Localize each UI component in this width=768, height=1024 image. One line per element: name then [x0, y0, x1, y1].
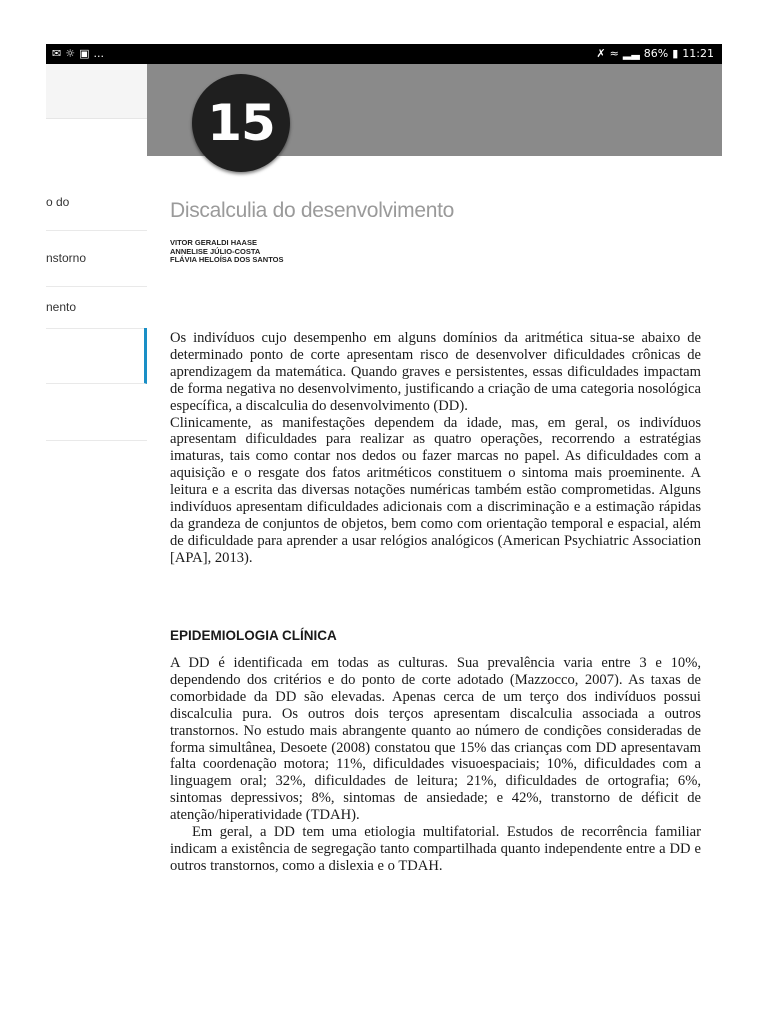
sidebar-item-label: nstorno	[46, 251, 87, 265]
more-notifications: ...	[93, 47, 104, 60]
author-name: FLÁVIA HELOÍSA DOS SANTOS	[170, 255, 284, 264]
chapter-title: Discalculia do desenvolvimento	[170, 199, 454, 222]
cast-icon: ☼	[65, 47, 76, 60]
chapter-number: 15	[207, 94, 275, 152]
battery-icon: ▮	[672, 47, 679, 60]
intro-text	[170, 330, 701, 567]
clock: 11:21	[682, 47, 714, 60]
section-heading: EPIDEMIOLOGIA CLÍNICA	[170, 628, 337, 643]
tablet-screen	[46, 44, 722, 894]
sidebar-item-label: nento	[46, 300, 77, 314]
status-bar-notifications	[52, 47, 104, 60]
paragraph: Os indivíduos cujo desempenho em alguns domínios da aritmética situa-se abaixo de determinado ponto de corte apresentam risco de desenvolver dificuldades crônicas de aprendizagem da matemática. Quando graves e persistentes, essas dificuldades impactam de forma negativa no desenvolvimento, justificando a criação de uma categoria nosológica específica, a discalculia do desenvolvimento (DD).	[170, 330, 701, 414]
status-bar	[46, 44, 722, 64]
sidebar-item-5[interactable]	[46, 384, 147, 441]
author-name: VITOR GERALDI HAASE	[170, 238, 257, 247]
sidebar-item-2[interactable]	[46, 230, 147, 287]
status-bar-system	[596, 47, 714, 60]
table-of-contents-sidebar	[46, 64, 147, 894]
sidebar-item-label: o do	[46, 195, 70, 209]
sidebar-item-1[interactable]	[46, 174, 147, 231]
mute-icon: ✗	[596, 47, 606, 60]
image-icon: ▣	[79, 47, 90, 60]
paragraph: Em geral, a DD tem uma etiologia multifatorial. Estudos de recorrência familiar indicam a existência de segregação tanto compartilhada quanto independente entre a DD e outros transtornos, como a dislexia e o TDAH.	[170, 824, 701, 874]
paragraph: Clinicamente, as manifestações dependem da idade, mas, em geral, os indivíduos apresentam dificuldades para realizar as quatro operações, recorrendo a estratégias imaturas, tais como contar nos dedos ou fazer marcas no papel. As dificuldades com a aquisição e o resgate dos fatos aritméticos constituem o sintoma mais proeminente. A leitura e a escrita das diversas notações numéricas também estão comprometidas. Alguns indivíduos apresentam dificuldades adicionais com a discriminação e a estimação rápidas da grandeza de conjuntos de objetos, bem como com orientação temporal e espacial, além de dificuldade para aprender a usar relógios analógicos (American Psychiatric Association [APA], 2013).	[170, 414, 701, 566]
signal-icon: ▂▃	[622, 47, 640, 60]
paragraph: A DD é identificada em todas as culturas. Sua prevalência varia entre 3 e 10%, dependendo dos critérios e do ponto de corte adotado (Mazzocco, 2007). As taxas de comorbidade da DD são elevadas. Apenas cerca de um terço dos indivíduos possui discalculia pura. Os outros dois terços apresentam discalculia associada a outros transtornos. No estudo mais abrangente quanto ao número de condições consideradas de forma simultânea, Desoete (2008) constatou que 15% das crianças com DD apresentavam falta coordenação motora; 11%, dificuldades visuoespaciais; 10%, dificuldades com a linguagem oral; 32%, dificuldades de leitura; 21%, dificuldades de ortografia; 6%, sintomas depressivos; 8%, sintomas de ansiedade; e 42%, transtorno de déficit de atenção/hiperatividade (TDAH).	[170, 655, 701, 824]
epidemiology-text	[170, 655, 701, 875]
sidebar-item-3[interactable]	[46, 286, 147, 329]
sidebar-header	[46, 64, 147, 119]
wifi-icon: ≈	[609, 47, 619, 60]
sidebar-item-active[interactable]	[46, 328, 147, 384]
chapter-number-badge	[192, 74, 290, 172]
chapter-authors	[170, 239, 283, 265]
battery-percent: 86%	[643, 47, 669, 60]
author-name: ANNELISE JÚLIO-COSTA	[170, 246, 261, 256]
mail-icon: ✉	[52, 47, 62, 60]
ebook-page[interactable]	[147, 64, 722, 894]
